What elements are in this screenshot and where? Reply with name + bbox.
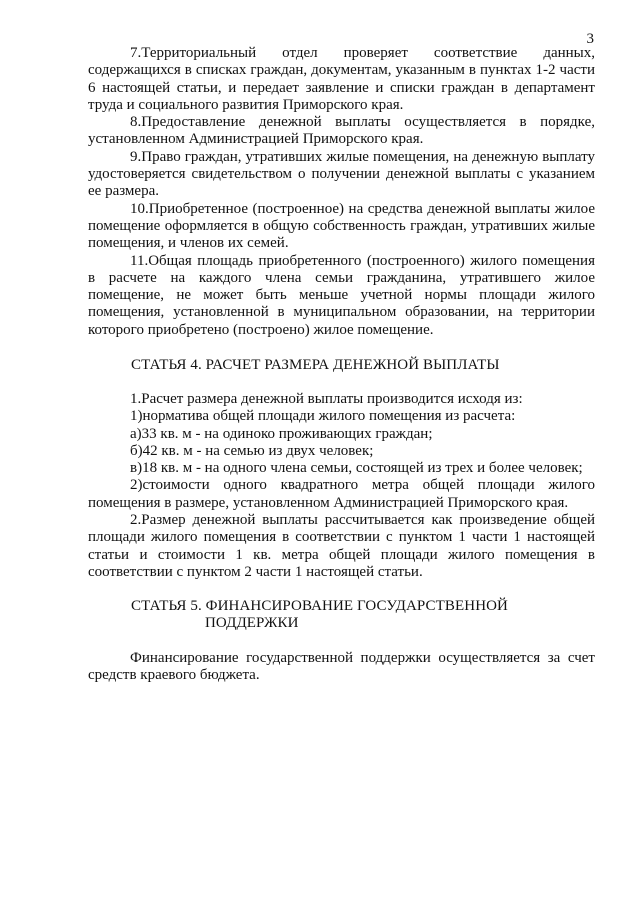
- article4-paragraph-a: а)33 кв. м - на одиноко проживающих граждан;: [130, 425, 433, 442]
- article4-paragraph-1-1: 1)норматива общей площади жилого помещения из расчета:: [130, 408, 516, 425]
- article4-paragraph-2: 2.Размер денежной выплаты рассчитывается как произведение общей площади жилого помещения в соответствии с пунктом 1 части 1 настоящей статьи и стоимости 1 кв. метра общей площади жилого помещения в соответствии с пунктом 2 части 1 настоящей статьи.: [88, 512, 595, 580]
- article5-heading-continuation: ПОДДЕРЖКИ: [205, 615, 299, 631]
- article4-paragraph-1: 1.Расчет размера денежной выплаты производится исходя из:: [130, 391, 523, 407]
- article5-paragraph-1: Финансирование государственной поддержки осуществляется за счет средств краевого бюджета.: [88, 650, 595, 684]
- article4-heading: СТАТЬЯ 4. РАСЧЕТ РАЗМЕРА ДЕНЕЖНОЙ ВЫПЛАТЫ: [131, 357, 500, 373]
- paragraph-item-9: 9.Право граждан, утративших жилые помещения, на денежную выплату удостоверяется свидетельством о получении денежной выплаты с указанием ее размера.: [88, 148, 595, 200]
- paragraph-item-11: 11.Общая площадь приобретенного (построенного) жилого помещения в расчете на каждого члена семьи гражданина, утратившего жилое помещение, не может быть меньше учетной нормы площади жилого помещения, установленной в муниципальном образовании, на территории которого приобретено (построено) жилое помещение.: [88, 252, 595, 338]
- article4-paragraph-v: в)18 кв. м - на одного члена семьи, состоящей из трех и более человек;: [130, 460, 583, 477]
- paragraph-item-10: 10.Приобретенное (построенное) на средства денежной выплаты жилое помещение оформляется в общую собственность граждан, утративших жилые помещения, и членов их семей.: [88, 200, 595, 252]
- page-number: 3: [586, 31, 594, 47]
- article3-continuation: [88, 45, 595, 339]
- paragraph-item-8: 8.Предоставление денежной выплаты осуществляется в порядке, установленном Администрацией Приморского края.: [88, 114, 595, 148]
- article4-paragraph-1-2: 2)стоимости одного квадратного метра общей площади жилого помещения в размере, установленном Администрацией Приморского края.: [88, 477, 595, 511]
- article4-paragraph-b: б)42 кв. м - на семью из двух человек;: [130, 442, 374, 459]
- article4-body: [88, 391, 595, 581]
- article5-heading: СТАТЬЯ 5. ФИНАНСИРОВАНИЕ ГОСУДАРСТВЕННОЙ: [131, 598, 508, 614]
- article5-body: [88, 650, 595, 685]
- paragraph-item-7: 7.Территориальный отдел проверяет соответствие данных, содержащихся в списках граждан, документам, указанным в пунктах 1-2 части 6 настоящей статьи, и передает заявление и списки граждан в департамент труда и социального развития Приморского края.: [88, 45, 595, 113]
